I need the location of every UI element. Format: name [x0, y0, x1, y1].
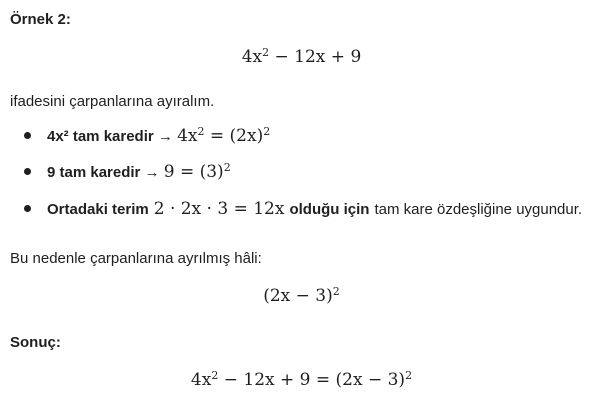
factored-exp: 2 — [332, 284, 340, 298]
bullet-1-math-left-exp: 2 — [197, 124, 205, 138]
bullet-3-bold-after: olduğu için — [289, 201, 370, 218]
bullet-1 — [10, 126, 270, 146]
bullet-dot — [24, 205, 31, 212]
result-a: 4x — [190, 370, 212, 390]
main-expression — [0, 47, 603, 67]
arrow-1: → — [153, 128, 178, 145]
bullet-3 — [10, 199, 582, 219]
bullet-2-math-left: 9 = (3) — [163, 162, 224, 182]
result-expression — [0, 370, 603, 390]
bullet-dot — [24, 132, 31, 139]
bullet-3-bold: Ortadaki terim — [47, 201, 149, 218]
main-expression-rest: − 12x + 9 — [269, 47, 362, 67]
arrow-2: → — [140, 164, 164, 181]
main-expression-base: 4x — [241, 47, 263, 67]
result-b-exp: 2 — [405, 368, 413, 382]
intro-text: ifadesini çarpanlarına ayıralım. — [10, 93, 215, 110]
bullet-1-math-right-exp: 2 — [263, 124, 271, 138]
bullet-1-bold: 4x² tam karedir — [47, 128, 154, 145]
result-b: − 12x + 9 = (2x − 3) — [218, 370, 406, 390]
bullet-1-math-left: 4x — [177, 126, 198, 146]
bullet-1-math — [177, 126, 270, 146]
main-expression-exp: 2 — [262, 45, 270, 59]
bullet-3-math: 2 · 2x · 3 = 12x — [153, 199, 285, 219]
factored-intro: Bu nedenle çarpanlarına ayrılmış hâli: — [10, 250, 262, 267]
bullet-3-tail: tam kare özdeşliğine uygundur. — [374, 201, 583, 218]
bullet-2-math-left-exp: 2 — [223, 160, 231, 174]
factored-expression — [0, 286, 603, 306]
bullet-1-math-right: = (2x) — [204, 126, 264, 146]
result-a-exp: 2 — [211, 368, 219, 382]
result-title: Sonuç: — [10, 334, 61, 351]
bullet-dot — [24, 168, 31, 175]
bullet-2-math — [164, 162, 231, 182]
bullet-2-bold: 9 tam karedir — [47, 164, 141, 181]
example-title: Örnek 2: — [10, 11, 71, 28]
factored-base: (2x − 3) — [263, 286, 333, 306]
bullet-2 — [10, 162, 231, 182]
